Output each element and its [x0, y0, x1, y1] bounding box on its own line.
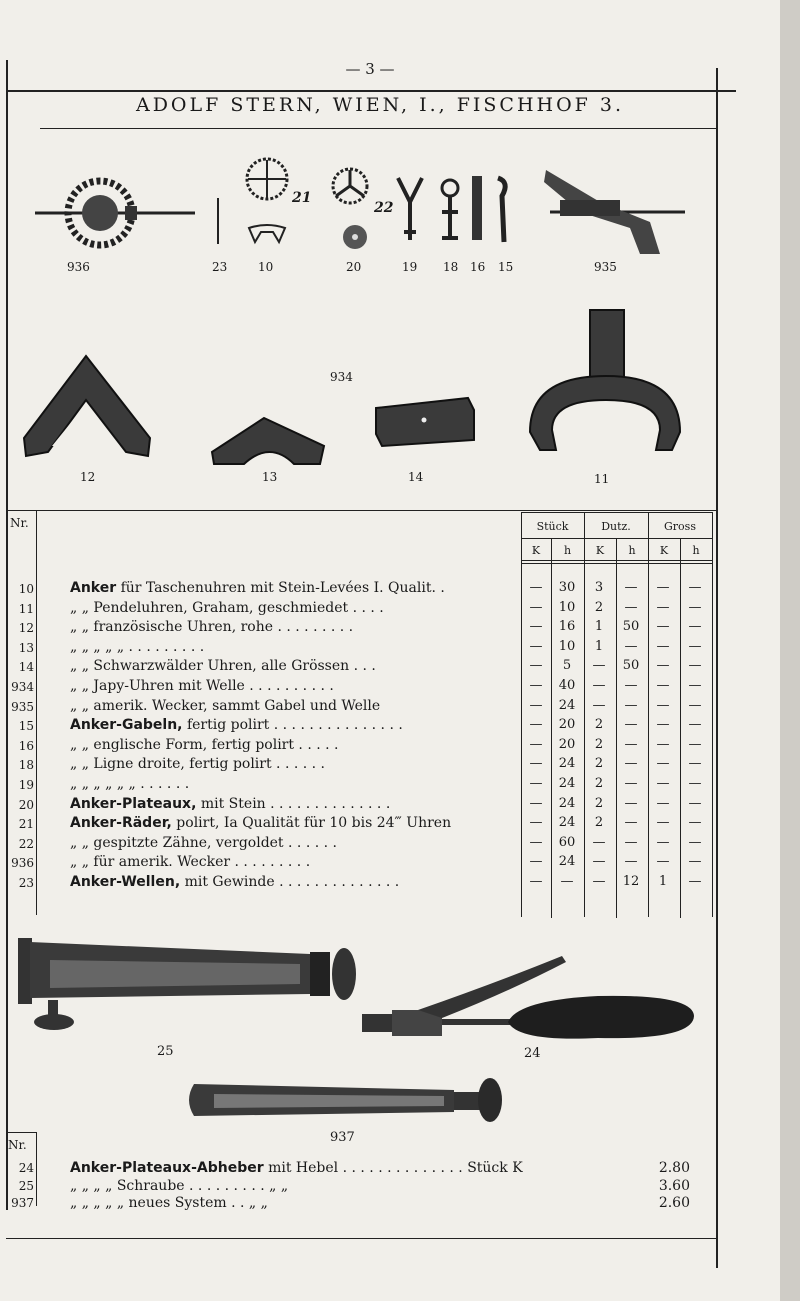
- row-text: „ „ amerik. Wecker, sammt Gabel und Welle: [70, 697, 381, 714]
- col-header-gross: Gross: [664, 520, 696, 533]
- price-cell: —: [656, 736, 670, 752]
- price-cell: —: [529, 638, 543, 654]
- sub-header-h: h: [563, 544, 572, 557]
- anchor-10-illustration: [245, 222, 290, 247]
- price-cell: —: [624, 678, 638, 693]
- table-rule-top: [6, 510, 716, 511]
- figure-label: 21: [292, 190, 312, 206]
- price-cell: 20: [558, 717, 576, 733]
- price-cell: —: [529, 658, 543, 674]
- table-row: [0, 815, 716, 835]
- price-cell: —: [688, 795, 702, 811]
- row-description: [70, 580, 500, 596]
- price-cell: 60: [558, 834, 576, 850]
- price-cell: —: [529, 795, 543, 811]
- price-cell: —: [656, 658, 670, 674]
- row-nr: 22: [18, 836, 34, 851]
- price-cell: —: [688, 874, 702, 889]
- table-row: [0, 639, 716, 659]
- price-cell: —: [656, 678, 670, 693]
- figure-label: 23: [212, 260, 228, 274]
- row-price: 3.60: [658, 1177, 690, 1194]
- price-cell: —: [592, 697, 606, 713]
- row-description: [70, 717, 500, 733]
- row-text: fertig polirt . . . . . . . . . . . . . . .: [182, 717, 403, 734]
- row-nr: 14: [18, 660, 34, 675]
- sub-header-h: h: [692, 544, 700, 557]
- row-nr: 20: [18, 797, 34, 812]
- row-description: [70, 678, 500, 694]
- price-cell: —: [624, 776, 638, 791]
- table-rule: [521, 538, 713, 539]
- price-cell: —: [624, 756, 638, 772]
- plateau-lifter-937-illustration: [184, 1074, 514, 1124]
- row-description: [70, 796, 500, 812]
- price-cell: —: [529, 756, 543, 772]
- price-cell: 24: [558, 815, 576, 831]
- price-cell: 2: [594, 795, 604, 811]
- col-header-stueck: Stück: [536, 520, 569, 533]
- price-cell: —: [529, 874, 543, 889]
- price-cell: —: [592, 678, 606, 693]
- row-description: [70, 874, 500, 890]
- table-row: [0, 796, 716, 816]
- figure-label: 25: [157, 1044, 174, 1059]
- price-cell: 10: [558, 638, 576, 654]
- price-cell: 2: [594, 717, 604, 733]
- price-cell: 50: [622, 619, 640, 635]
- price-cell: —: [688, 834, 702, 850]
- table-row: [0, 874, 716, 894]
- price-cell: —: [592, 834, 606, 850]
- row-text: „ „ für amerik. Wecker . . . . . . . . .: [70, 854, 311, 871]
- table-row: [0, 756, 716, 776]
- price-cell: —: [656, 834, 670, 850]
- price-cell: —: [656, 580, 670, 595]
- sub-header-k: K: [595, 544, 605, 557]
- price-cell: —: [656, 619, 670, 635]
- table-row: [0, 835, 716, 855]
- row-text: „ „ „ „ „ neues System . . „ „: [70, 1195, 268, 1211]
- figure-label: 935: [594, 260, 617, 274]
- row-nr: 934: [11, 680, 34, 694]
- row-product-name: Anker-Räder,: [70, 815, 172, 832]
- row-description: [70, 854, 500, 870]
- price-cell: 12: [622, 874, 640, 889]
- row-nr: 24: [18, 1161, 34, 1175]
- price-cell: —: [688, 776, 702, 791]
- row-description: [70, 600, 500, 616]
- row-description: [70, 1195, 640, 1211]
- price-cell: —: [656, 638, 670, 654]
- row-description: [70, 835, 500, 851]
- price-cell: —: [529, 697, 543, 713]
- page-number: — 3 —: [345, 60, 395, 78]
- price-cell: —: [624, 834, 638, 850]
- price-cell: —: [624, 717, 638, 733]
- row-text: „ „ „ „ Schraube . . . . . . . . . „ „: [70, 1177, 289, 1194]
- table-rule: [521, 512, 713, 513]
- row-text: „ „ Ligne droite, fertig polirt . . . . . .: [70, 756, 326, 773]
- row-description: [70, 815, 500, 831]
- table-rule: [521, 560, 713, 561]
- sub-header-h: h: [628, 544, 636, 557]
- table-row: [0, 698, 716, 718]
- table-row: [0, 776, 716, 796]
- row-nr: 12: [18, 621, 34, 636]
- price-cell: —: [656, 697, 670, 713]
- row-product-name: Anker-Gabeln,: [70, 717, 183, 734]
- escape-wheel-21-illustration: [242, 154, 292, 204]
- price-cell: 20: [558, 736, 576, 752]
- figure-label: 16: [470, 260, 486, 274]
- price-cell: 50: [622, 658, 640, 674]
- price-cell: —: [624, 599, 638, 615]
- row-nr: 11: [18, 601, 34, 616]
- row-nr: 16: [18, 738, 34, 753]
- figure-label: 15: [498, 260, 514, 274]
- row-description: [70, 698, 500, 714]
- row-nr: 936: [11, 856, 34, 871]
- col-header-dutz: Dutz.: [601, 520, 631, 533]
- figure-label: 12: [80, 470, 96, 484]
- price-cell: 24: [558, 854, 576, 870]
- table2-row: [0, 1178, 716, 1196]
- row-description: [70, 1160, 640, 1176]
- figure-label: 19: [402, 260, 418, 274]
- table2-rule: [6, 1132, 36, 1133]
- price-cell: 2: [594, 599, 604, 615]
- price-cell: —: [688, 854, 702, 870]
- table-row: [0, 658, 716, 678]
- footer-rule: [6, 1238, 718, 1239]
- anchor-shaft-23-illustration: [212, 196, 224, 246]
- row-text: polirt, Ia Qualität für 10 bis 24‴ Uhren: [171, 815, 452, 832]
- row-text: für Taschenuhren mit Stein-Levées I. Qualit. .: [116, 580, 445, 596]
- price-cell: —: [592, 658, 606, 674]
- figure-label: 20: [346, 260, 362, 274]
- price-cell: —: [624, 736, 638, 752]
- price-cell: —: [688, 736, 702, 752]
- price-cell: 2: [594, 756, 604, 772]
- header-rule-bottom: [40, 128, 716, 129]
- row-price: 2.60: [658, 1195, 690, 1211]
- row-nr: 15: [18, 719, 34, 734]
- price-cell: 24: [558, 795, 576, 811]
- price-cell: —: [529, 815, 543, 831]
- price-cell: —: [624, 854, 638, 870]
- price-cell: —: [656, 756, 670, 772]
- row-product-name: Anker-Wellen,: [70, 874, 181, 890]
- alarm-anchor-935-illustration: [540, 162, 690, 257]
- row-product-name: Anker-Plateaux-Abheber: [70, 1160, 264, 1176]
- row-description: [70, 658, 500, 674]
- table2-row: [0, 1195, 716, 1213]
- anchor-14-illustration: [368, 394, 478, 450]
- figure-label: 13: [262, 470, 278, 484]
- price-cell: —: [529, 580, 543, 595]
- escape-wheel-22-illustration: [328, 164, 372, 208]
- figure-label: 934: [330, 370, 353, 384]
- plateau-lifter-25-illustration: [10, 930, 360, 1035]
- figure-label: 10: [258, 260, 274, 274]
- plateau-lifter-24-illustration: [358, 952, 698, 1042]
- row-description: [70, 1178, 640, 1194]
- row-nr: 10: [18, 582, 34, 596]
- price-cell: —: [529, 678, 543, 693]
- table-rule: [521, 563, 713, 564]
- price-cell: —: [592, 854, 606, 870]
- price-cell: —: [688, 638, 702, 654]
- row-nr: 937: [11, 1196, 34, 1210]
- price-cell: 30: [558, 580, 576, 595]
- figure-label: 11: [594, 472, 610, 486]
- row-nr: 21: [18, 817, 34, 832]
- price-cell: 1: [658, 874, 668, 889]
- row-text: „ „ Pendeluhren, Graham, geschmiedet . . . .: [70, 599, 384, 616]
- row-description: [70, 737, 500, 753]
- row-nr: 23: [18, 876, 34, 890]
- row-text: „ „ gespitzte Zähne, vergoldet . . . . . .: [70, 834, 337, 851]
- table2-row: [0, 1160, 716, 1178]
- table-row: [0, 717, 716, 737]
- price-cell: 2: [594, 815, 604, 831]
- table-row: [0, 580, 716, 600]
- row-nr: 935: [11, 699, 34, 714]
- price-cell: —: [688, 580, 702, 595]
- header-rule-top: [6, 90, 736, 92]
- anchor-forks-illustration: [392, 172, 512, 252]
- figure-label: 24: [524, 1046, 541, 1061]
- table-row: [0, 678, 716, 698]
- row-nr: 13: [18, 640, 34, 655]
- price-cell: —: [656, 854, 670, 870]
- frame-right: [716, 68, 718, 1268]
- price-cell: —: [688, 599, 702, 615]
- price-cell: —: [592, 874, 606, 889]
- price-cell: —: [656, 795, 670, 811]
- price-cell: 3: [594, 580, 604, 595]
- price-cell: —: [656, 815, 670, 831]
- row-description: [70, 756, 500, 772]
- price-cell: —: [624, 580, 638, 595]
- row-text: „ „ Schwarzwälder Uhren, alle Grössen . . .: [70, 658, 376, 675]
- row-description: [70, 619, 500, 635]
- price-cell: —: [656, 599, 670, 615]
- price-cell: —: [688, 697, 702, 713]
- anchor-11-illustration: [524, 308, 684, 458]
- row-description: [70, 639, 500, 655]
- price-cell: —: [688, 756, 702, 772]
- page-edge: [780, 0, 800, 1301]
- price-cell: 2: [594, 776, 604, 791]
- row-text: „ „ „ „ „ „ . . . . . .: [70, 776, 190, 792]
- price-cell: 1: [594, 619, 604, 635]
- price-cell: —: [529, 619, 543, 635]
- price-cell: 24: [558, 697, 576, 713]
- sub-header-k: K: [659, 544, 669, 557]
- price-cell: —: [529, 736, 543, 752]
- price-cell: 16: [558, 619, 576, 635]
- table-row: [0, 619, 716, 639]
- figure-label: 18: [443, 260, 459, 274]
- table-row: [0, 854, 716, 874]
- price-cell: 1: [594, 638, 604, 654]
- row-product-name: Anker: [70, 580, 117, 596]
- price-cell: —: [688, 619, 702, 635]
- row-price: 2.80: [658, 1160, 690, 1176]
- price-cell: —: [656, 776, 670, 791]
- nr-header: Nr.: [8, 1138, 27, 1152]
- plateau-20-illustration: [340, 222, 370, 252]
- price-cell: —: [688, 815, 702, 831]
- price-cell: —: [688, 658, 702, 674]
- price-cell: —: [529, 776, 543, 791]
- figure-label: 936: [67, 260, 90, 274]
- row-text: „ „ französische Uhren, rohe . . . . . . . . .: [70, 619, 354, 636]
- price-cell: —: [529, 717, 543, 733]
- figure-label: 22: [374, 200, 394, 216]
- price-cell: —: [688, 678, 702, 693]
- row-nr: 19: [18, 778, 34, 792]
- page-header: ADOLF STERN, WIEN, I., FISCHHOF 3.: [135, 94, 625, 116]
- escape-wheel-shaft-illustration: [30, 168, 200, 253]
- price-cell: 5: [562, 658, 572, 674]
- price-cell: —: [688, 717, 702, 733]
- price-cell: 10: [558, 599, 576, 615]
- figure-label: 937: [330, 1130, 355, 1145]
- table-row: [0, 600, 716, 620]
- price-cell: —: [624, 697, 638, 713]
- price-cell: —: [560, 874, 574, 889]
- figure-label: 14: [408, 470, 424, 484]
- price-cell: —: [529, 854, 543, 870]
- price-cell: —: [624, 795, 638, 811]
- row-text: „ „ Japy-Uhren mit Welle . . . . . . . . . .: [70, 678, 334, 694]
- price-cell: 24: [558, 776, 576, 791]
- row-text: mit Hebel . . . . . . . . . . . . . . Stück K: [263, 1160, 523, 1176]
- row-nr: 25: [18, 1178, 34, 1193]
- row-text: „ „ „ „ „ . . . . . . . . .: [70, 638, 205, 655]
- price-cell: —: [529, 599, 543, 615]
- row-nr: 18: [18, 758, 34, 773]
- price-cell: 40: [558, 678, 576, 693]
- price-cell: —: [624, 815, 638, 831]
- anchor-13-illustration: [208, 412, 328, 468]
- price-cell: —: [529, 834, 543, 850]
- table-row: [0, 737, 716, 757]
- nr-header: Nr.: [10, 516, 29, 530]
- price-cell: 2: [594, 736, 604, 752]
- row-text: mit Gewinde . . . . . . . . . . . . . .: [180, 874, 400, 890]
- row-text: „ „ englische Form, fertig polirt . . . . .: [70, 736, 339, 753]
- row-description: [70, 776, 500, 792]
- price-cell: —: [624, 638, 638, 654]
- row-product-name: Anker-Plateaux,: [70, 795, 197, 812]
- anchor-12-illustration: [20, 350, 155, 465]
- price-cell: 24: [558, 756, 576, 772]
- price-cell: —: [656, 717, 670, 733]
- sub-header-k: K: [531, 544, 541, 557]
- row-text: mit Stein . . . . . . . . . . . . . .: [196, 795, 391, 812]
